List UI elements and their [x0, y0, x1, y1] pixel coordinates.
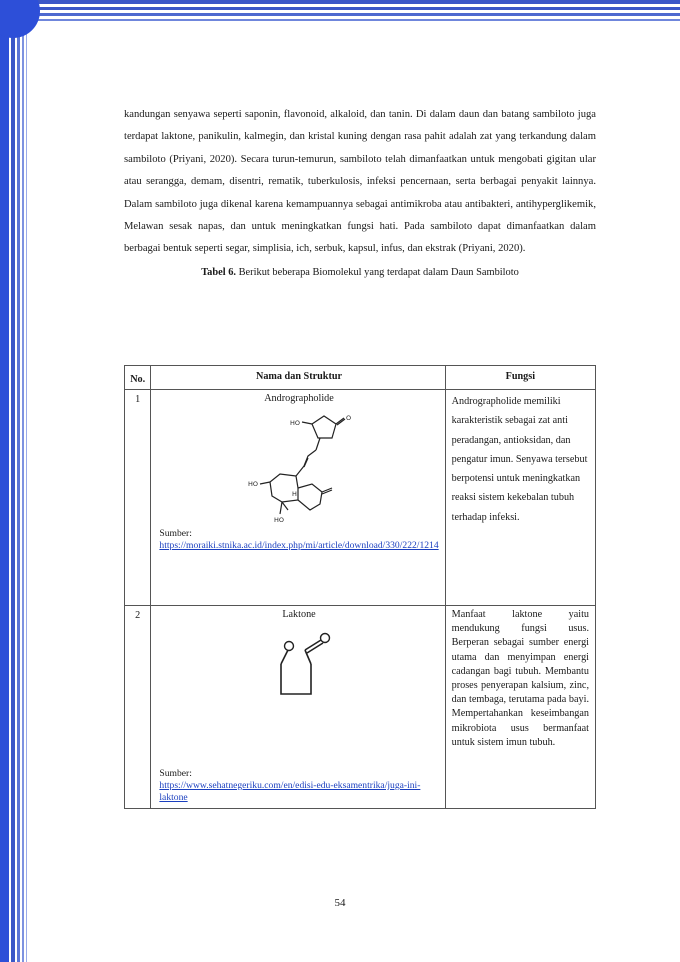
- source-link[interactable]: https://www.sehatnegeriku.com/en/edisi-edu-eksamentrika/juga-ini-laktone: [159, 780, 421, 803]
- source-link[interactable]: https://moraiki.stnika.ac.id/index.php/mi/article/download/330/222/1214: [159, 540, 439, 551]
- compound-name: Andrographolide: [264, 393, 334, 404]
- table-header-row: [125, 366, 596, 390]
- table-caption: [124, 267, 596, 278]
- table-row: [125, 390, 596, 606]
- andrographolide-structure-icon: [224, 404, 374, 528]
- left-border-decoration: [0, 0, 30, 962]
- header-no: No.: [125, 366, 151, 390]
- row-number: 2: [125, 606, 151, 809]
- header-function: Fungsi: [445, 366, 595, 390]
- table-caption-label: Tabel 6.: [201, 266, 237, 278]
- biomolecule-table: [124, 365, 596, 809]
- table-caption-text: Berikut beberapa Biomolekul yang terdapat dalam Daun Sambiloto: [236, 266, 519, 278]
- function-text: Manfaat laktone yaitu mendukung fungsi usus. Berperan sebagai sumber energi utama dan menyimpan energi cadangan bagi tubuh. Membantu proses penyerapan kalsium, zinc, dan tembaga, terutama pada bayi. Mempertahankan keseimbangan mikrobiota usus bermanfaat untuk sistem imun tubuh.: [451, 609, 589, 748]
- top-border-decoration: [0, 0, 680, 26]
- header-name-structure: Nama dan Struktur: [151, 366, 445, 390]
- name-structure-cell: [151, 390, 445, 606]
- source-label: Sumber:: [159, 528, 192, 539]
- source-block: [159, 768, 438, 804]
- table-row: [125, 606, 596, 809]
- source-block: [159, 528, 438, 552]
- corner-ornament: [0, 0, 40, 38]
- function-text: Andrographolide memiliki karakteristik sebagai zat anti peradangan, antioksidan, dan pengatur imun. Senyawa tersebut berpotensi untuk meningkatkan reaksi sistem kekebalan tubuh terhadap infeksi.: [451, 396, 588, 523]
- function-cell: [445, 606, 595, 809]
- svg-text:HO: HO: [274, 516, 285, 524]
- svg-text:H: H: [292, 490, 297, 498]
- row-number: 1: [125, 390, 151, 606]
- svg-text:HO: HO: [248, 480, 259, 488]
- function-cell: [445, 390, 595, 606]
- compound-name: Laktone: [282, 609, 316, 620]
- svg-text:HO: HO: [290, 419, 301, 427]
- page-content: [124, 104, 596, 288]
- name-structure-cell: [151, 606, 445, 809]
- svg-text:O: O: [346, 414, 352, 422]
- source-label: Sumber:: [159, 768, 192, 779]
- page-number: 54: [334, 897, 346, 909]
- lactone-structure-icon: [259, 620, 339, 716]
- body-paragraph: kandungan senyawa seperti saponin, flavonoid, alkaloid, dan tanin. Di dalam daun dan batang sambiloto juga terdapat laktone, panikulin, kalmegin, dan kristal kuning dengan rasa pahit adalah zat yang terkandung dalam sambiloto (Priyani, 2020). Secara turun-temurun, sambiloto telah dimanfaatkan untuk mengobati gigitan ular atau serangga, demam, disentri, rematik, tuberkulosis, infeksi pencernaan, serta berbagai penyakit lainnya. Dalam sambiloto juga dikenal karena kemampuannya sebagai antimikroba atau antibakteri, antihyperglikemik, Melawan sesak napas, dan untuk meningkatkan fungsi hati. Pada sambiloto dapat dimanfaatkan dalam berbagai bentuk seperti segar, simplisia, ich, serbuk, kapsul, infus, dan ekstrak (Priyani, 2020).: [124, 109, 596, 255]
